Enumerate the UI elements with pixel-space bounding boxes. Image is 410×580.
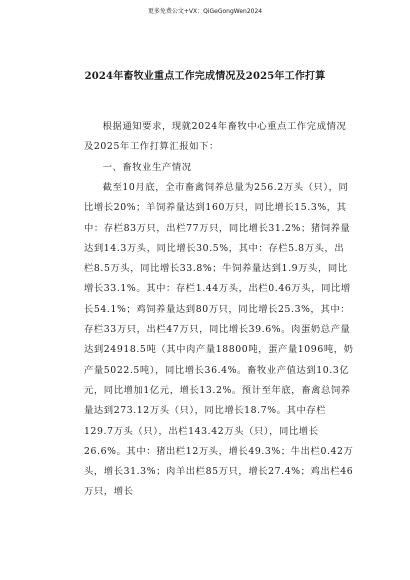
section-body-paragraph: 截至10月底，全市畜禽饲养总量为256.2万头（只），同比增长20%；羊饲养量达到160万只，同比增长15.3%，其中：存栏83万只，出栏77万只，同比增长31.2%；猪饲养量达到14.3万头，同比增长30.5%，其中：存栏5.8万头，出栏8.5万头，同比增长33.8%；牛饲养量达到1.9万头，同比增长33.1%。其中：存栏1.44万头，出栏0.46万头，同比增长54.1%；鸡饲养量达到80万只，同比增长25.3%，其中：存栏33万只，出栏47万只，同比增长39.6%。肉蛋奶总产量达到24918.5吨（其中肉产量18800吨，蛋产量1096吨，奶产量5022.5吨），同比增长36.4%。畜牧业产值达到10.3亿元，同比增加1亿元，增长13.2%。预计至年底，畜禽总饲养量达到273.12万头（只），同比增长18.7%。其中存栏129.7万头（只），出栏143.42万头（只），同比增长26.6%。其中：猪出栏12万头，增长49.3%；牛出栏0.42万头，增长31.3%；肉羊出栏85万只，增长27.4%；鸡出栏46万只，增长: [84, 182, 354, 498]
header-note: 更多免费公文+VX：QiGeGongWen2024: [147, 8, 263, 15]
document-title: 2024年畜牧业重点工作完成情况及2025年工作打算: [84, 71, 326, 82]
section-heading: 一、畜牧业生产情况: [102, 162, 192, 173]
intro-paragraph: 根据通知要求，现就2024年畜牧中心重点工作完成情况及2025年工作打算汇报如下：: [84, 121, 347, 153]
